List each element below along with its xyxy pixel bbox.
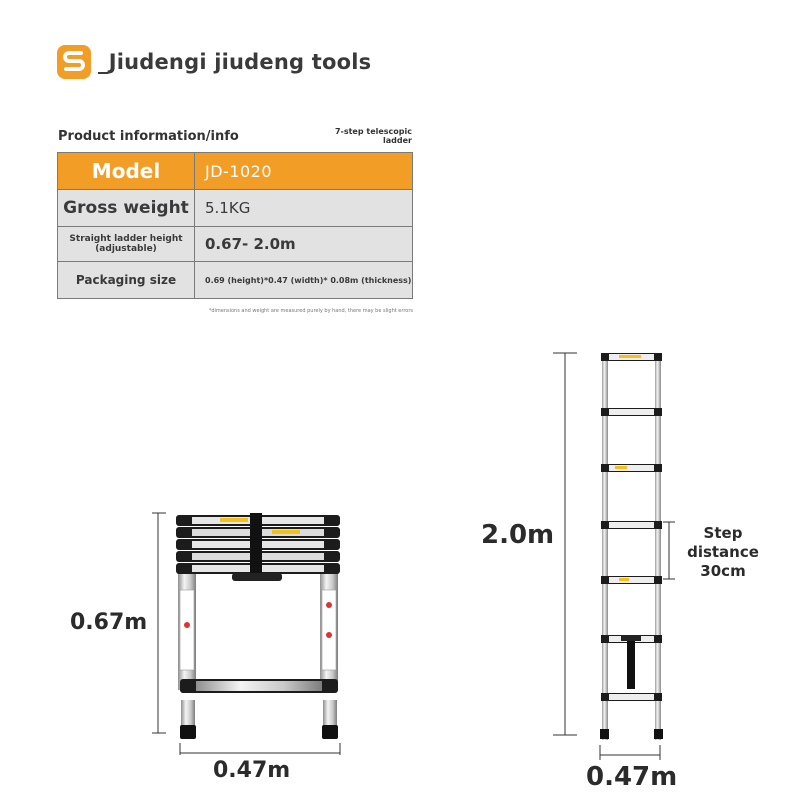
spec-row-model — [58, 153, 413, 190]
collapsed-ladder-illustration — [140, 505, 360, 755]
spec-label-line1: Straight ladder height — [69, 234, 183, 244]
info-subtitle-line2: ladder — [383, 136, 412, 145]
step-distance-line2: distance — [687, 543, 759, 561]
brand-logo-icon — [56, 44, 92, 80]
spec-row-height — [58, 227, 413, 262]
info-subtitle — [300, 127, 412, 145]
spec-value: 5.1KG — [195, 190, 413, 227]
step-distance-line3: 30cm — [700, 562, 746, 580]
spec-label: Packaging size — [58, 262, 195, 299]
collapsed-height-label: 0.67m — [70, 610, 148, 635]
collapsed-width-label: 0.47m — [213, 758, 291, 783]
spec-value: 0.67- 2.0m — [195, 227, 413, 262]
step-distance-label — [681, 524, 765, 581]
extended-ladder-illustration — [545, 345, 695, 770]
spec-label — [58, 227, 195, 262]
spec-row-gross-weight — [58, 190, 413, 227]
spec-label: Model — [58, 153, 195, 190]
extended-height-label: 2.0m — [481, 520, 555, 550]
info-title: Product information/info — [58, 129, 239, 144]
spec-label-line2: (adjustable) — [95, 244, 157, 254]
footnote: *dimensions and weight are measured purely by hand, there may be slight errors — [208, 308, 413, 314]
spec-value: 0.69 (height)*0.47 (width)* 0.08m (thickness) — [195, 262, 413, 299]
step-distance-line1: Step — [703, 524, 743, 542]
spec-row-packaging — [58, 262, 413, 299]
info-subtitle-line1: 7-step telescopic — [334, 127, 412, 136]
extended-width-label: 0.47m — [586, 762, 678, 792]
spec-table — [57, 152, 413, 299]
spec-value: JD-1020 — [195, 153, 413, 190]
spec-label: Gross weight — [58, 190, 195, 227]
brand-header — [56, 44, 371, 80]
brand-name: _Jiudengi jiudeng tools — [98, 50, 372, 74]
